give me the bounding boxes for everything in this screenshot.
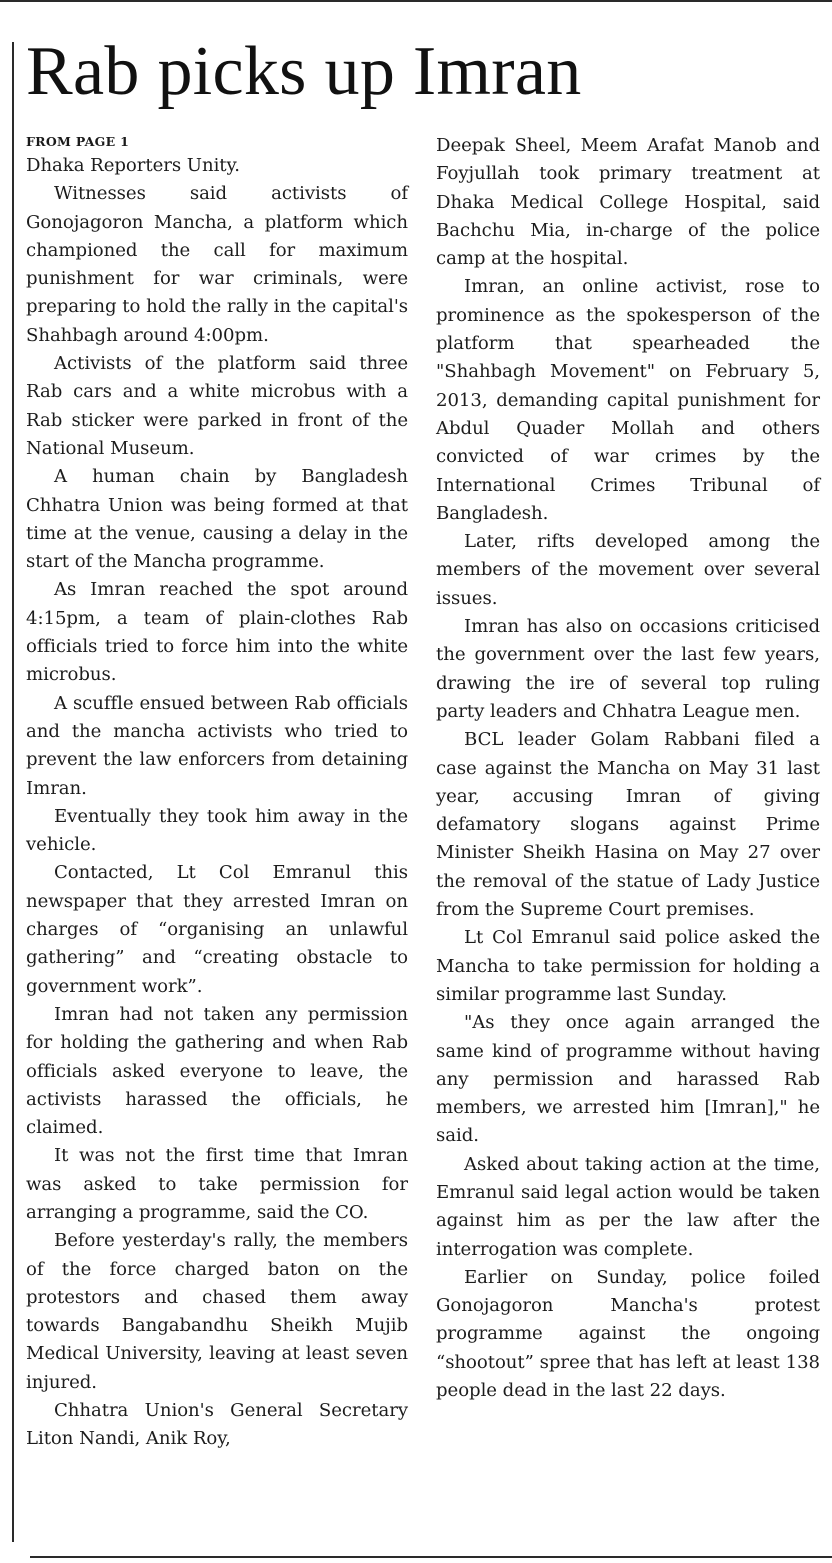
paragraph: Before yesterday's rally, the members of the force charged baton on the protestors and chased them away towards Bangabandhu Sheikh Mujib Medical University, leaving at least seven injured.: [26, 1230, 408, 1393]
headline: Rab picks up Imran: [26, 33, 582, 110]
paragraph: "As they once again arranged the same kind of programme without having any permission and harassed Rab members, we arrested him [Imran]," he said.: [436, 1012, 820, 1147]
paragraph: As Imran reached the spot around 4:15pm, a team of plain-clothes Rab officials tried to force him into the white microbus.: [26, 579, 408, 686]
paragraph: Eventually they took him away in the vehicle.: [26, 805, 408, 856]
right-column: [436, 132, 820, 1405]
paragraph: Asked about taking action at the time, Emranul said legal action would be taken against him as per the law after the interrogation was complete.: [436, 1153, 820, 1260]
bottom-rule: [30, 1556, 832, 1558]
paragraph: Imran has also on occasions criticised the government over the last few years, drawing the ire of several top ruling party leaders and Chhatra League men.: [436, 616, 820, 722]
left-column: [26, 132, 408, 1454]
top-rule: [0, 0, 832, 2]
kicker: FROM PAGE 1: [26, 134, 130, 149]
paragraph: Imran, an online activist, rose to prominence as the spokesperson of the platform that spearheaded the "Shahbagh Movement" on February 5, 2013, demanding capital punishment for Abdul Quader Mollah and others convicted of war crimes by the International Crimes Tribunal of Bangladesh.: [436, 276, 820, 524]
paragraph: Activists of the platform said three Rab cars and a white microbus with a Rab sticker were parked in front of the National Museum.: [26, 353, 408, 459]
paragraph: BCL leader Golam Rabbani filed a case against the Mancha on May 31 last year, accusing Imran of giving defamatory slogans against Prime Minister Sheikh Hasina on May 27 over the removal of the statue of Lady Justice from the Supreme Court premises.: [436, 729, 820, 921]
paragraph: Deepak Sheel, Meem Arafat Manob and Foyjullah took primary treatment at Dhaka Medical College Hospital, said Bachchu Mia, in-charge of the police camp at the hospital.: [436, 135, 820, 270]
left-column-rule: [12, 42, 14, 1542]
paragraph: Imran had not taken any permission for holding the gathering and when Rab officials asked everyone to leave, the activists harassed the officials, he claimed.: [26, 1003, 408, 1139]
paragraph: Earlier on Sunday, police foiled Gonojagoron Mancha's protest programme against the ongoing “shootout” spree that has left at least 138 people dead in the last 22 days.: [436, 1266, 820, 1402]
paragraph: A human chain by Bangladesh Chhatra Union was being formed at that time at the venue, causing a delay in the start of the Mancha programme.: [26, 466, 408, 573]
paragraph: Chhatra Union's General Secretary Liton Nandi, Anik Roy,: [26, 1400, 408, 1450]
paragraph: Witnesses said activists of Gonojagoron Mancha, a platform which championed the call for maximum punishment for war criminals, were preparing to hold the rally in the capital's Shahbagh around 4:00pm.: [26, 183, 408, 346]
paragraph: A scuffle ensued between Rab officials and the mancha activists who tried to prevent the law enforcers from detaining Imran.: [26, 692, 408, 799]
paragraph: Later, rifts developed among the members of the movement over several issues.: [436, 531, 820, 609]
paragraph: Lt Col Emranul said police asked the Mancha to take permission for holding a similar programme last Sunday.: [436, 927, 820, 1005]
paragraph: It was not the first time that Imran was asked to take permission for arranging a programme, said the CO.: [26, 1145, 408, 1223]
paragraph: Contacted, Lt Col Emranul this newspaper that they arrested Imran on charges of “organising an unlawful gathering” and “creating obstacle to government work”.: [26, 862, 408, 997]
paragraph: Dhaka Reporters Unity.: [26, 155, 241, 176]
